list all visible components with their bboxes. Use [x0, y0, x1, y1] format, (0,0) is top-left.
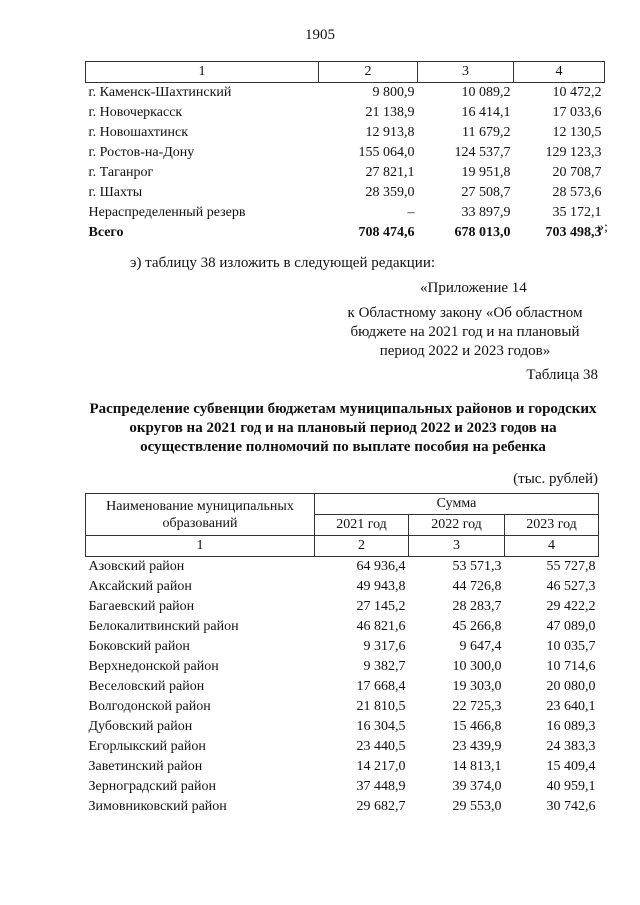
value-2023: 28 573,6 — [552, 185, 602, 200]
value-2023: 12 130,5 — [552, 125, 602, 140]
amendment-paragraph: э) таблицу 38 изложить в следующей редакции: — [130, 255, 436, 271]
value-2022: 29 553,0 — [452, 799, 502, 814]
value-2021: 16 304,5 — [356, 719, 406, 734]
value-2021: 64 936,4 — [356, 559, 406, 574]
table-row — [86, 103, 605, 123]
value-2022: 44 726,8 — [452, 579, 502, 594]
value-2022: 23 439,9 — [452, 739, 502, 754]
value-2021: 27 145,2 — [356, 599, 406, 614]
value-2021: 23 440,5 — [356, 739, 406, 754]
col-number-1: 1 — [86, 536, 315, 557]
value-2021: 49 943,8 — [356, 579, 406, 594]
value-2022: 45 266,8 — [452, 619, 502, 634]
value-2022: 19 951,8 — [461, 165, 511, 180]
table-row — [86, 697, 599, 717]
value-2022: 15 466,8 — [452, 719, 502, 734]
value-2022: 53 571,3 — [452, 559, 502, 574]
table-row — [86, 717, 599, 737]
value-2022: 11 679,2 — [462, 125, 511, 140]
row-name: Азовский район — [88, 559, 185, 574]
col-header-2: 2 — [319, 62, 418, 83]
value-2023: 35 172,1 — [552, 205, 602, 220]
value-2022: 39 374,0 — [452, 779, 502, 794]
row-name: Всего — [88, 225, 124, 240]
value-2021: 21 810,5 — [356, 699, 406, 714]
col-header-name: Наименование муниципальных образований — [86, 494, 315, 536]
table-row — [86, 637, 599, 657]
value-2023: 46 527,3 — [546, 579, 596, 594]
row-name: Дубовский район — [88, 719, 193, 734]
value-2023: 17 033,6 — [552, 105, 602, 120]
row-name: г. Шахты — [88, 185, 143, 200]
value-2022: 678 013,0 — [454, 225, 511, 240]
table-header-row — [86, 62, 605, 83]
value-2023: 16 089,3 — [546, 719, 596, 734]
value-2022: 22 725,3 — [452, 699, 502, 714]
row-name: Зерноградский район — [88, 779, 216, 794]
quote-close: »; — [597, 220, 608, 235]
value-2023: 15 409,4 — [546, 759, 596, 774]
value-2021: 708 474,6 — [358, 225, 415, 240]
value-2023: 20 080,0 — [546, 679, 596, 694]
table-row — [86, 757, 599, 777]
table-row — [86, 557, 599, 578]
value-2023: 29 422,2 — [546, 599, 596, 614]
table-row — [86, 163, 605, 183]
table-row — [86, 577, 599, 597]
value-2022: 9 647,4 — [459, 639, 502, 654]
row-name: Белокалитвинский район — [88, 619, 239, 634]
table-label: Таблица 38 — [526, 367, 598, 383]
value-2021: 27 821,1 — [365, 165, 415, 180]
col-header-1: 1 — [86, 62, 319, 83]
row-name: Нераспределенный резерв — [88, 205, 246, 220]
value-2021: 29 682,7 — [356, 799, 406, 814]
table-row — [86, 797, 599, 817]
table-row — [86, 183, 605, 203]
table-heading: Распределение субвенции бюджетам муниципальных районов и городских округов на 2021 год и на плановый период 2022 и 2023 годов на осуществление полномочий по выплате пособия на ребенка — [89, 401, 597, 455]
value-2021: 9 800,9 — [372, 85, 415, 100]
col-header-3: 3 — [418, 62, 514, 83]
total-row — [86, 223, 605, 243]
value-2022: 10 300,0 — [452, 659, 502, 674]
row-name: г. Ростов-на-Дону — [88, 145, 195, 160]
col-number-2: 2 — [315, 536, 409, 557]
table-row — [86, 777, 599, 797]
value-2022: 14 813,1 — [452, 759, 502, 774]
value-2022: 16 414,1 — [461, 105, 511, 120]
value-2021: 14 217,0 — [356, 759, 406, 774]
table-continuation — [85, 61, 605, 243]
appendix-text: к Областному закону «Об областном бюджете на 2021 год и на плановый период 2022 и 2023 годов» — [347, 305, 583, 359]
row-name: Боковский район — [88, 639, 190, 654]
value-2021: 9 317,6 — [363, 639, 406, 654]
table-row — [86, 737, 599, 757]
subvention-table — [85, 493, 599, 817]
row-name: Зимовниковский район — [88, 799, 227, 814]
col-header-2023: 2023 год — [505, 515, 599, 536]
row-name: г. Каменск-Шахтинский — [88, 85, 232, 100]
col-number-3: 3 — [409, 536, 505, 557]
table-row — [86, 203, 605, 223]
value-2021: 9 382,7 — [363, 659, 406, 674]
value-2023: 703 498,3 — [545, 225, 602, 240]
value-2023: 55 727,8 — [546, 559, 596, 574]
value-2022: 10 089,2 — [461, 85, 511, 100]
col-header-2022: 2022 год — [409, 515, 505, 536]
row-name: Волгодонской район — [88, 699, 211, 714]
value-2023: 30 742,6 — [546, 799, 596, 814]
value-2021: 21 138,9 — [365, 105, 415, 120]
col-number-4: 4 — [505, 536, 599, 557]
table-row — [86, 617, 599, 637]
value-2022: 27 508,7 — [461, 185, 511, 200]
value-2022: 28 283,7 — [452, 599, 502, 614]
table-row — [86, 123, 605, 143]
value-2021: 155 064,0 — [358, 145, 415, 160]
row-name: Веселовский район — [88, 679, 205, 694]
table-number-row — [86, 536, 599, 557]
page-number: 1905 — [305, 27, 335, 43]
col-header-sum: Сумма — [315, 494, 599, 515]
table-row — [86, 597, 599, 617]
value-2023: 47 089,0 — [546, 619, 596, 634]
value-2023: 10 714,6 — [546, 659, 596, 674]
value-2021: 37 448,9 — [356, 779, 406, 794]
value-2023: 40 959,1 — [546, 779, 596, 794]
row-name: г. Таганрог — [88, 165, 154, 180]
value-2021: 46 821,6 — [356, 619, 406, 634]
table-row — [86, 657, 599, 677]
value-2023: 24 383,3 — [546, 739, 596, 754]
table-row — [86, 83, 605, 104]
units-label: (тыс. рублей) — [513, 471, 598, 487]
value-2021: 28 359,0 — [365, 185, 415, 200]
value-2022: 124 537,7 — [454, 145, 511, 160]
row-name: Аксайский район — [88, 579, 192, 594]
value-2022: 33 897,9 — [461, 205, 511, 220]
row-name: Заветинский район — [88, 759, 203, 774]
appendix-title: «Приложение 14 — [420, 280, 527, 296]
value-2021: 17 668,4 — [356, 679, 406, 694]
row-name: Егорлыкский район — [88, 739, 206, 754]
row-name: Верхнедонской район — [88, 659, 219, 674]
value-2023: 20 708,7 — [552, 165, 602, 180]
table-row — [86, 143, 605, 163]
col-header-4: 4 — [514, 62, 605, 83]
value-2023: 10 472,2 — [552, 85, 602, 100]
value-2021: – — [407, 205, 415, 220]
value-2021: 12 913,8 — [365, 125, 415, 140]
row-name: Багаевский район — [88, 599, 195, 614]
value-2023: 129 123,3 — [545, 145, 602, 160]
value-2023: 10 035,7 — [546, 639, 596, 654]
value-2023: 23 640,1 — [546, 699, 596, 714]
value-2022: 19 303,0 — [452, 679, 502, 694]
row-name: г. Новочеркасск — [88, 105, 183, 120]
table-row — [86, 677, 599, 697]
table-header-row — [86, 494, 599, 515]
row-name: г. Новошахтинск — [88, 125, 189, 140]
col-header-2021: 2021 год — [315, 515, 409, 536]
